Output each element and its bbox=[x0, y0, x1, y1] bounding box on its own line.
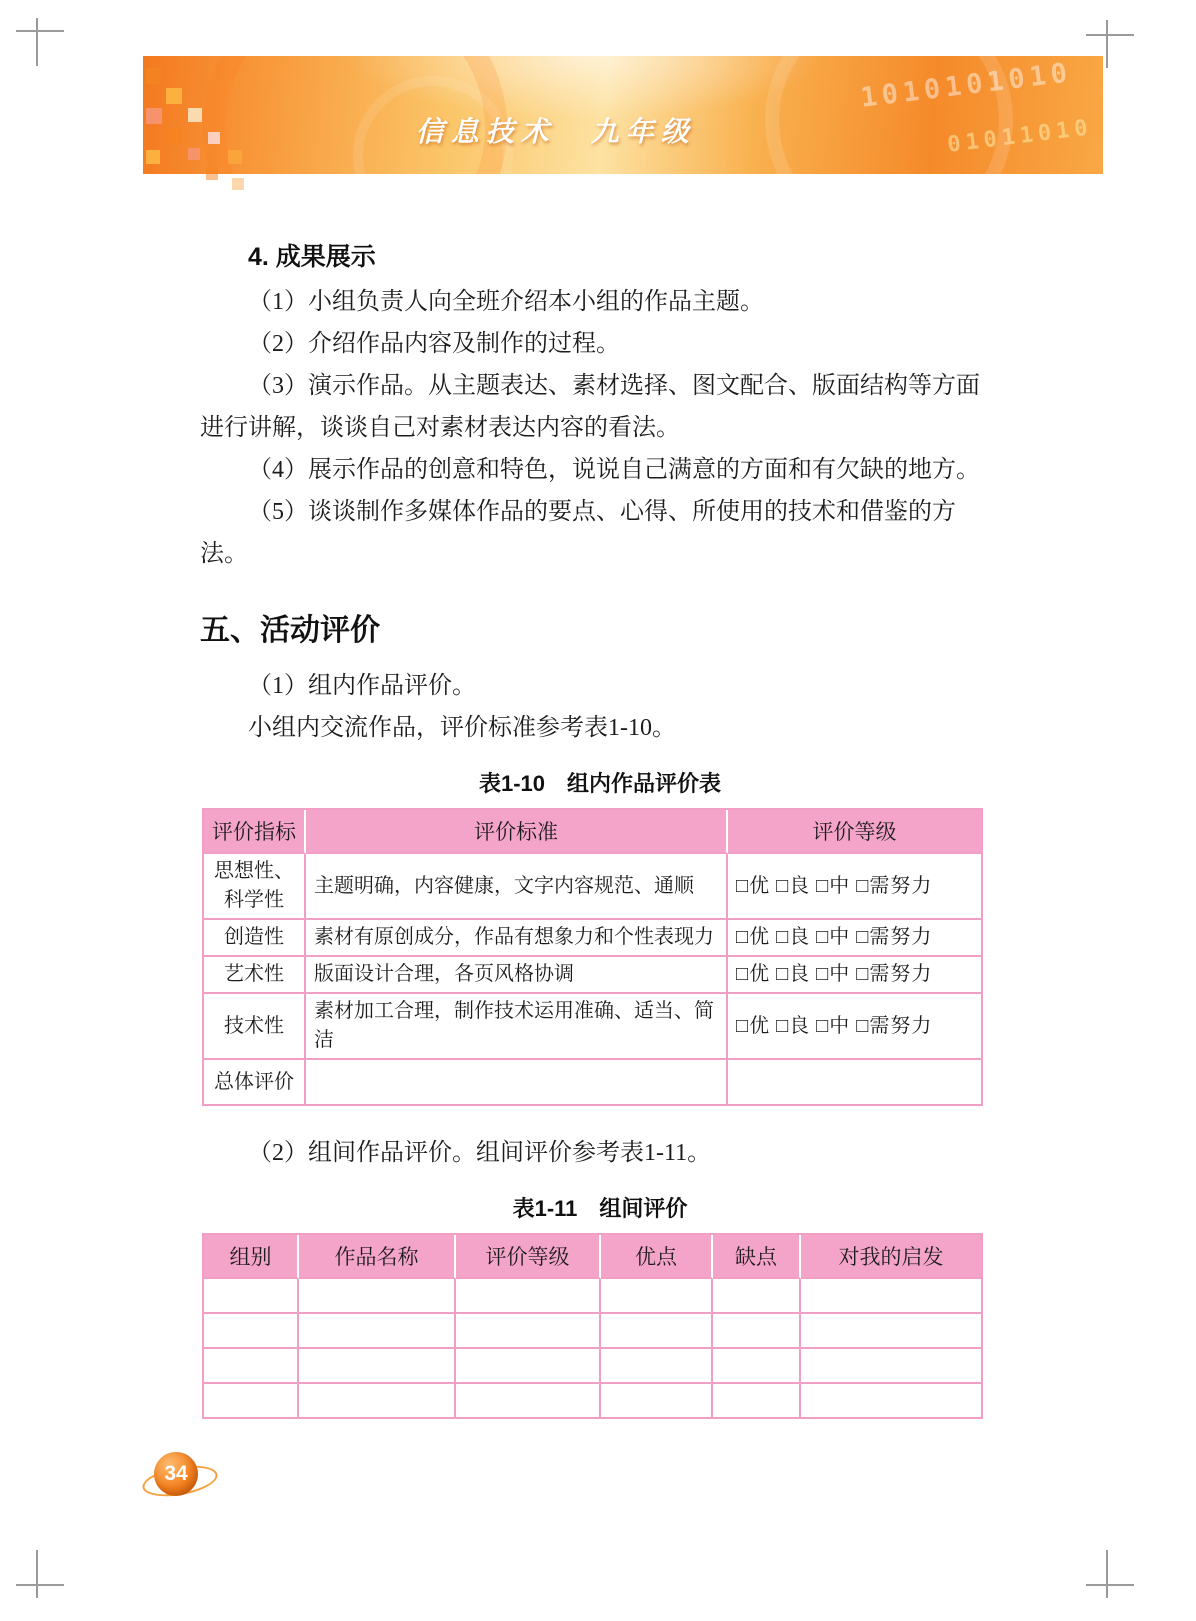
table-header-cell: 评价指标 bbox=[204, 810, 306, 854]
empty-cell bbox=[299, 1314, 456, 1349]
empty-cell bbox=[801, 1279, 981, 1314]
table-row bbox=[204, 994, 981, 1060]
pixel-decoration bbox=[146, 150, 160, 164]
table1-caption: 表1-10 组内作品评价表 bbox=[478, 771, 722, 796]
empty-cell bbox=[601, 1279, 713, 1314]
section-heading-results: 4. 成果展示 bbox=[248, 243, 376, 271]
table-header-cell: 组别 bbox=[204, 1235, 299, 1279]
page-content bbox=[200, 238, 1000, 1419]
grade-checkboxes: □优 □良 □中 □需努力 bbox=[728, 920, 981, 957]
empty-cell bbox=[801, 1349, 981, 1384]
standard-cell: 素材加工合理，制作技术运用准确、适当、简洁 bbox=[306, 994, 728, 1060]
empty-cell bbox=[801, 1384, 981, 1417]
pixel-decoration bbox=[208, 132, 220, 144]
crop-mark bbox=[1086, 1584, 1134, 1586]
empty-cell bbox=[299, 1279, 456, 1314]
empty-cell bbox=[601, 1349, 713, 1384]
binary-decoration: 01011010 bbox=[946, 115, 1094, 158]
crop-mark bbox=[36, 18, 38, 66]
table-row bbox=[204, 1060, 981, 1104]
table-row bbox=[204, 854, 981, 920]
crop-mark bbox=[1106, 1550, 1108, 1598]
empty-cell bbox=[456, 1314, 601, 1349]
table-inter-group-evaluation bbox=[202, 1233, 983, 1419]
standard-cell bbox=[306, 1060, 728, 1104]
empty-cell bbox=[601, 1314, 713, 1349]
crop-mark bbox=[1086, 34, 1134, 36]
empty-cell bbox=[601, 1384, 713, 1417]
paragraph-item-3: （3）演示作品。从主题表达、素材选择、图文配合、版面结构等方面进行讲解，谈谈自己对素材表达内容的看法。 bbox=[200, 373, 980, 441]
indicator-cell: 技术性 bbox=[204, 994, 306, 1060]
paragraph-item-4: （4）展示作品的创意和特色，说说自己满意的方面和有欠缺的地方。 bbox=[248, 457, 980, 483]
indicator-cell: 思想性、科学性 bbox=[204, 854, 306, 920]
empty-cell bbox=[713, 1384, 801, 1417]
table-row bbox=[204, 920, 981, 957]
empty-cell bbox=[713, 1314, 801, 1349]
table-header-cell: 评价等级 bbox=[456, 1235, 601, 1279]
indicator-cell: 创造性 bbox=[204, 920, 306, 957]
table-header-row bbox=[204, 1235, 981, 1279]
grade-cell bbox=[728, 1060, 981, 1104]
grade-checkboxes: □优 □良 □中 □需努力 bbox=[728, 957, 981, 994]
crop-mark bbox=[1106, 20, 1108, 68]
empty-cell bbox=[204, 1279, 299, 1314]
pixel-decoration bbox=[166, 128, 182, 144]
empty-cell bbox=[204, 1349, 299, 1384]
empty-cell bbox=[713, 1279, 801, 1314]
table-header-cell: 缺点 bbox=[713, 1235, 801, 1279]
indicator-cell: 总体评价 bbox=[204, 1060, 306, 1104]
header-banner bbox=[143, 56, 1103, 174]
paragraph-item-1: （1）小组负责人向全班介绍本小组的作品主题。 bbox=[248, 289, 764, 315]
empty-cell bbox=[204, 1384, 299, 1417]
empty-cell bbox=[299, 1384, 456, 1417]
section-heading-evaluation: 五、活动评价 bbox=[200, 614, 380, 647]
page-number: 34 bbox=[164, 1462, 188, 1485]
grade-checkboxes: □优 □良 □中 □需努力 bbox=[728, 854, 981, 920]
grade-checkboxes: □优 □良 □中 □需努力 bbox=[728, 994, 981, 1060]
empty-cell bbox=[456, 1384, 601, 1417]
table-row bbox=[204, 957, 981, 994]
standard-cell: 素材有原创成分，作品有想象力和个性表现力 bbox=[306, 920, 728, 957]
table-header-cell: 对我的启发 bbox=[801, 1235, 981, 1279]
crop-mark bbox=[16, 30, 64, 32]
table2-caption: 表1-11 组间评价 bbox=[512, 1196, 688, 1221]
empty-cell bbox=[204, 1314, 299, 1349]
pixel-decoration bbox=[188, 108, 202, 122]
pixel-decoration bbox=[232, 178, 244, 190]
table-header-cell: 作品名称 bbox=[299, 1235, 456, 1279]
page-header-title: 信息技术 九年级 bbox=[415, 116, 696, 147]
table-intra-group-evaluation bbox=[202, 808, 983, 1106]
table-row bbox=[204, 1349, 981, 1384]
paragraph-item-5: （5）谈谈制作多媒体作品的要点、心得、所使用的技术和借鉴的方法。 bbox=[200, 499, 956, 567]
paragraph-eval-1: （1）组内作品评价。 bbox=[248, 673, 476, 699]
table-header-cell: 优点 bbox=[601, 1235, 713, 1279]
table-header-cell: 评价标准 bbox=[306, 810, 728, 854]
table-header-cell: 评价等级 bbox=[728, 810, 981, 854]
page-number-badge bbox=[144, 1450, 216, 1502]
table-row bbox=[204, 1279, 981, 1314]
pixel-decoration bbox=[188, 148, 200, 160]
crop-mark bbox=[36, 1550, 38, 1598]
binary-decoration: 1010101010 bbox=[859, 57, 1075, 114]
empty-cell bbox=[801, 1314, 981, 1349]
table-header-row bbox=[204, 810, 981, 854]
table-row bbox=[204, 1384, 981, 1417]
standard-cell: 主题明确，内容健康，文字内容规范、通顺 bbox=[306, 854, 728, 920]
empty-cell bbox=[299, 1349, 456, 1384]
empty-cell bbox=[456, 1279, 601, 1314]
paragraph-item-2: （2）介绍作品内容及制作的过程。 bbox=[248, 331, 620, 357]
empty-cell bbox=[713, 1349, 801, 1384]
indicator-cell: 艺术性 bbox=[204, 957, 306, 994]
standard-cell: 版面设计合理，各页风格协调 bbox=[306, 957, 728, 994]
table-row bbox=[204, 1314, 981, 1349]
pixel-decoration bbox=[146, 68, 162, 84]
pixel-decoration bbox=[206, 168, 218, 180]
paragraph-inter-group: （2）组间作品评价。组间评价参考表1-11。 bbox=[248, 1140, 712, 1166]
pixel-decoration bbox=[228, 150, 242, 164]
pixel-decoration bbox=[166, 88, 182, 104]
crop-mark bbox=[16, 1584, 64, 1586]
pixel-decoration bbox=[146, 108, 162, 124]
paragraph-eval-2: 小组内交流作品，评价标准参考表1-10。 bbox=[248, 715, 676, 741]
empty-cell bbox=[456, 1349, 601, 1384]
